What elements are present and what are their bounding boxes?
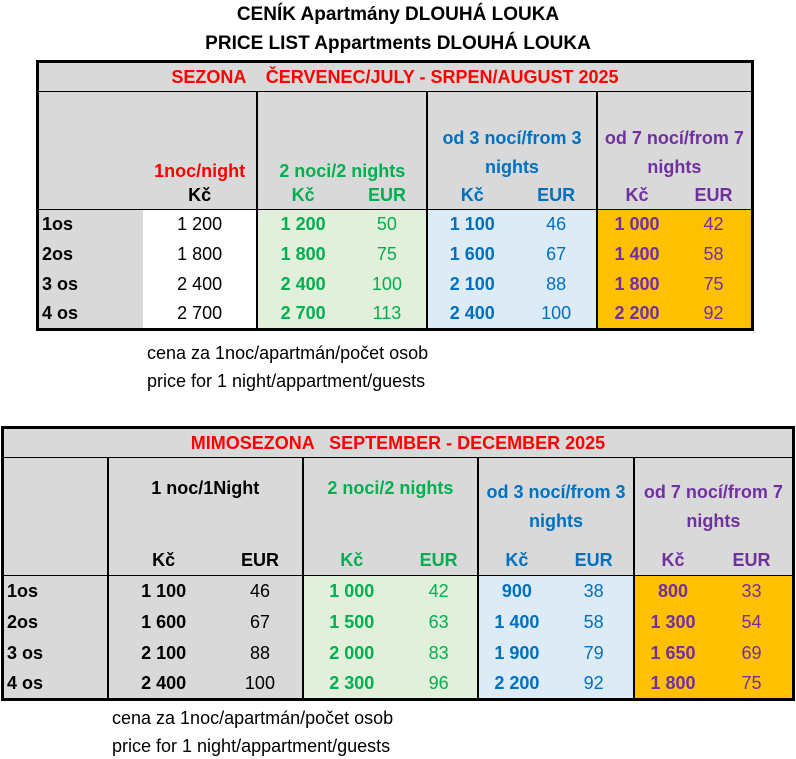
price-eur: 79: [555, 638, 634, 669]
price-kc: 1 800: [257, 240, 347, 270]
row-label: 4 os: [38, 300, 143, 330]
price-kc: 1 000: [303, 576, 400, 607]
price-eur: 92: [676, 300, 752, 330]
offseason-header: MIMOSEZONA SEPTEMBER - DECEMBER 2025: [3, 428, 794, 458]
season-kc-label: Kč: [143, 182, 257, 210]
offseason-eur-label: EUR: [711, 546, 793, 576]
price-kc: 1 900: [478, 638, 554, 669]
price-eur: 46: [516, 210, 596, 240]
price-eur: 100: [348, 270, 427, 300]
price-kc: 2 400: [257, 270, 347, 300]
offseason-kc-label: Kč: [634, 546, 711, 576]
price-eur: 100: [516, 300, 596, 330]
table-row: [38, 210, 753, 240]
price-eur: 83: [400, 638, 478, 669]
price-kc: 1 600: [427, 240, 516, 270]
row-label: 1os: [3, 576, 108, 607]
price-kc: 1 500: [303, 607, 400, 638]
season-eur-label: EUR: [516, 182, 596, 210]
table-row: [38, 240, 753, 270]
price-eur: 33: [711, 576, 793, 607]
row-label: 3 os: [3, 638, 108, 669]
title-english: PRICE LIST Appartments DLOUHÁ LOUKA: [205, 33, 591, 54]
price-eur: 88: [218, 638, 302, 669]
price-kc: 2 300: [303, 669, 400, 700]
offseason-group-1-night: 1 noc/1Night: [108, 458, 303, 546]
price-eur: 113: [348, 300, 427, 330]
price-kc: 2 200: [478, 669, 554, 700]
price-eur: 92: [555, 669, 634, 700]
row-label: 3 os: [38, 270, 143, 300]
price-kc: 2 100: [108, 638, 218, 669]
table-row: [38, 270, 753, 300]
price-eur: 75: [348, 240, 427, 270]
season-group-2-nights: 2 noci/2 nights: [257, 92, 427, 182]
price-kc: 1 100: [108, 576, 218, 607]
price-eur: 88: [516, 270, 596, 300]
season-eur-label: EUR: [676, 182, 752, 210]
season-group-1-night: 1noc/night: [143, 92, 257, 182]
title-czech: CENÍK Apartmány DLOUHÁ LOUKA: [236, 4, 560, 25]
price-kc: 2 200: [597, 300, 676, 330]
offseason-eur-label: EUR: [400, 546, 478, 576]
offseason-group-7-nights: od 7 nocí/from 7 nights: [634, 458, 794, 546]
offseason-price-table: [1, 426, 795, 701]
row-label: 4 os: [3, 669, 108, 700]
price-kc: 1 200: [143, 210, 257, 240]
season-header: SEZONA ČERVENEC/JULY - SRPEN/AUGUST 2025: [38, 62, 753, 92]
table-row: [3, 576, 794, 607]
price-kc: 2 100: [427, 270, 516, 300]
season-note-english: price for 1 night/appartment/guests: [147, 371, 426, 391]
price-kc: 1 800: [634, 669, 711, 700]
price-kc: 2 000: [303, 638, 400, 669]
price-eur: 38: [555, 576, 634, 607]
price-eur: 46: [218, 576, 302, 607]
row-label: 1os: [38, 210, 143, 240]
price-eur: 50: [348, 210, 427, 240]
season-group-3-nights: od 3 nocí/from 3 nights: [427, 92, 597, 182]
table-row: [3, 638, 794, 669]
offseason-group-2-nights: 2 noci/2 nights: [303, 458, 479, 546]
price-kc: 1 600: [108, 607, 218, 638]
price-kc: 900: [478, 576, 554, 607]
price-kc: 1 800: [597, 270, 676, 300]
season-group-7-nights: od 7 nocí/from 7 nights: [597, 92, 753, 182]
table-row: [3, 607, 794, 638]
price-eur: 100: [218, 669, 302, 700]
offseason-eur-label: EUR: [218, 546, 302, 576]
price-eur: 58: [555, 607, 634, 638]
offseason-kc-label: Kč: [303, 546, 400, 576]
price-eur: 75: [711, 669, 793, 700]
row-label: 2os: [38, 240, 143, 270]
price-kc: 1 400: [597, 240, 676, 270]
season-note-czech: cena za 1noc/apartmán/počet osob: [147, 343, 429, 363]
season-eur-label: EUR: [348, 182, 427, 210]
offseason-note-czech: cena za 1noc/apartmán/počet osob: [112, 708, 394, 728]
offseason-kc-label: Kč: [108, 546, 218, 576]
table-row: [3, 669, 794, 700]
price-eur: 42: [676, 210, 752, 240]
price-eur: 69: [711, 638, 793, 669]
offseason-kc-label: Kč: [478, 546, 554, 576]
season-kc-label: Kč: [257, 182, 347, 210]
season-kc-label: Kč: [597, 182, 676, 210]
price-kc: 2 400: [143, 270, 257, 300]
price-kc: 2 700: [257, 300, 347, 330]
price-kc: 2 400: [108, 669, 218, 700]
price-kc: 1 400: [478, 607, 554, 638]
price-eur: 42: [400, 576, 478, 607]
offseason-eur-label: EUR: [555, 546, 634, 576]
offseason-group-3-nights: od 3 nocí/from 3 nights: [478, 458, 634, 546]
price-kc: 800: [634, 576, 711, 607]
season-kc-label: Kč: [427, 182, 516, 210]
price-kc: 1 800: [143, 240, 257, 270]
table-row: [38, 300, 753, 330]
price-eur: 58: [676, 240, 752, 270]
price-kc: 1 000: [597, 210, 676, 240]
price-eur: 54: [711, 607, 793, 638]
season-price-table: [36, 60, 754, 331]
price-kc: 1 100: [427, 210, 516, 240]
price-eur: 67: [516, 240, 596, 270]
offseason-note-english: price for 1 night/appartment/guests: [112, 736, 391, 756]
price-kc: 1 650: [634, 638, 711, 669]
price-eur: 96: [400, 669, 478, 700]
price-kc: 1 200: [257, 210, 347, 240]
price-eur: 67: [218, 607, 302, 638]
price-kc: 2 400: [427, 300, 516, 330]
price-kc: 1 300: [634, 607, 711, 638]
price-kc: 2 700: [143, 300, 257, 330]
price-eur: 75: [676, 270, 752, 300]
price-eur: 63: [400, 607, 478, 638]
row-label: 2os: [3, 607, 108, 638]
